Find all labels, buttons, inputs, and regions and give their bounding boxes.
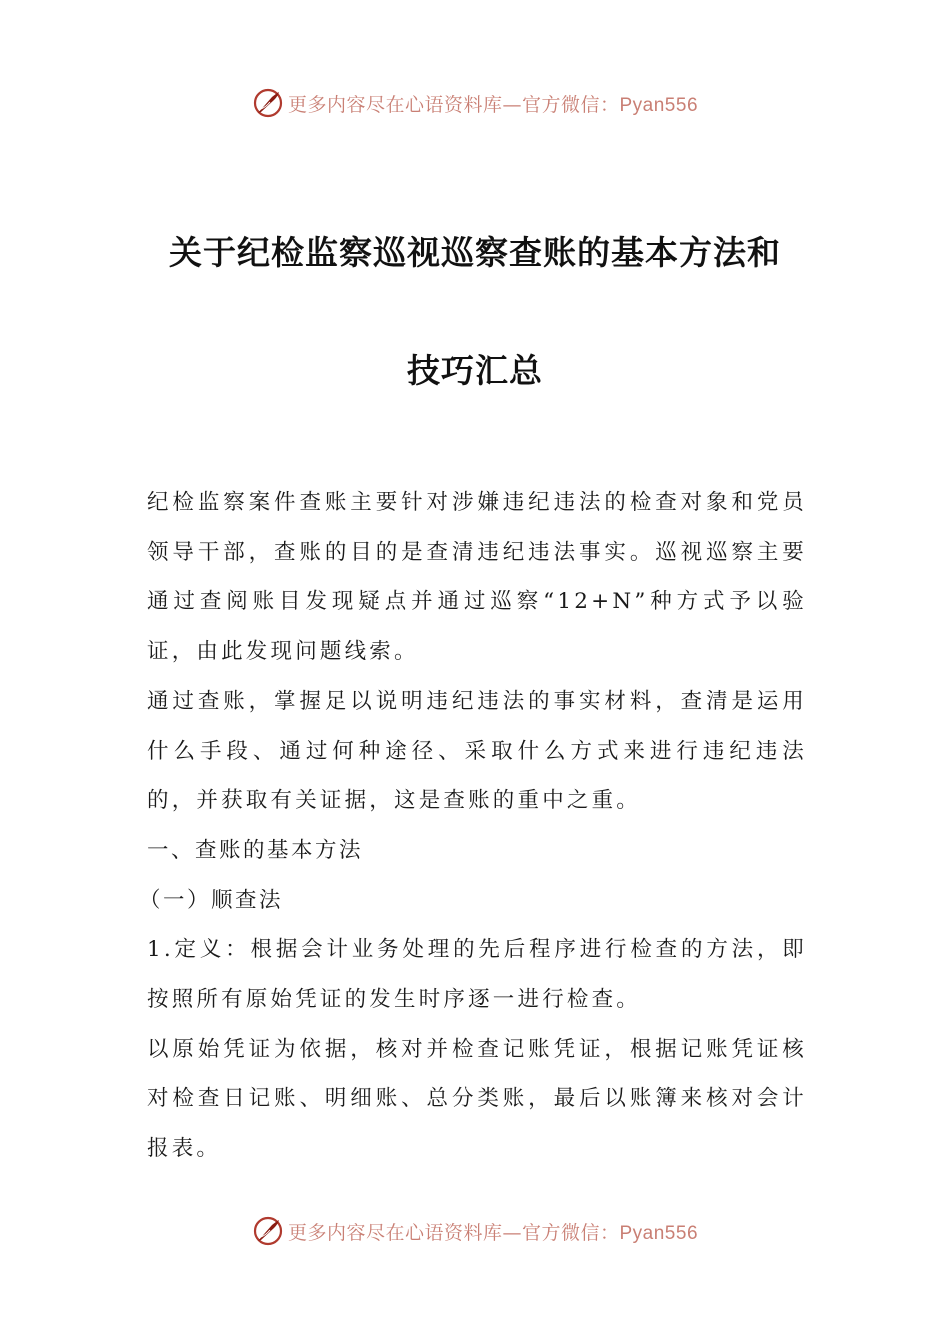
quill-logo-icon xyxy=(252,1215,284,1247)
section-heading: 一、查账的基本方法 xyxy=(147,837,364,863)
footer-banner xyxy=(0,1211,950,1251)
paragraph-intro: 纪检监察案件查账主要针对涉嫌违纪违法的检查对象和党员领导干部，查账的目的是查清违纪违法事实。巡视巡察主要通过查阅账目发现疑点并通过巡察“12+N”种方式予以验证，由此发现问题线索。 xyxy=(147,490,807,665)
quill-logo-icon xyxy=(252,87,284,119)
subsection-heading: （一）顺查法 xyxy=(139,887,284,913)
paragraph-purpose: 通过查账，掌握足以说明违纪违法的事实材料，查清是运用什么手段、通过何种途径、采取什么方式来进行违纪违法的，并获取有关证据，这是查账的重中之重。 xyxy=(147,688,807,814)
document-title-line-1: 关于纪检监察巡视巡察查账的基本方法和 xyxy=(169,233,781,272)
document-title-line-2: 技巧汇总 xyxy=(407,351,543,390)
document-body xyxy=(139,478,807,1174)
banner-wechat-id: Pyan556 xyxy=(619,94,699,116)
header-banner xyxy=(0,83,950,123)
paragraph-procedure: 以原始凭证为依据，核对并检查记账凭证，根据记账凭证核对检查日记账、明细账、总分类账，最后以账簿来核对会计报表。 xyxy=(147,1036,807,1162)
banner-slogan: 更多内容尽在心语资料库—官方微信： xyxy=(287,93,620,116)
banner-wechat-id: Pyan556 xyxy=(619,1222,699,1244)
paragraph-definition: 1.定义：根据会计业务处理的先后程序进行检查的方法，即按照所有原始凭证的发生时序逐一进行检查。 xyxy=(147,937,807,1013)
banner-slogan: 更多内容尽在心语资料库—官方微信： xyxy=(287,1221,620,1244)
